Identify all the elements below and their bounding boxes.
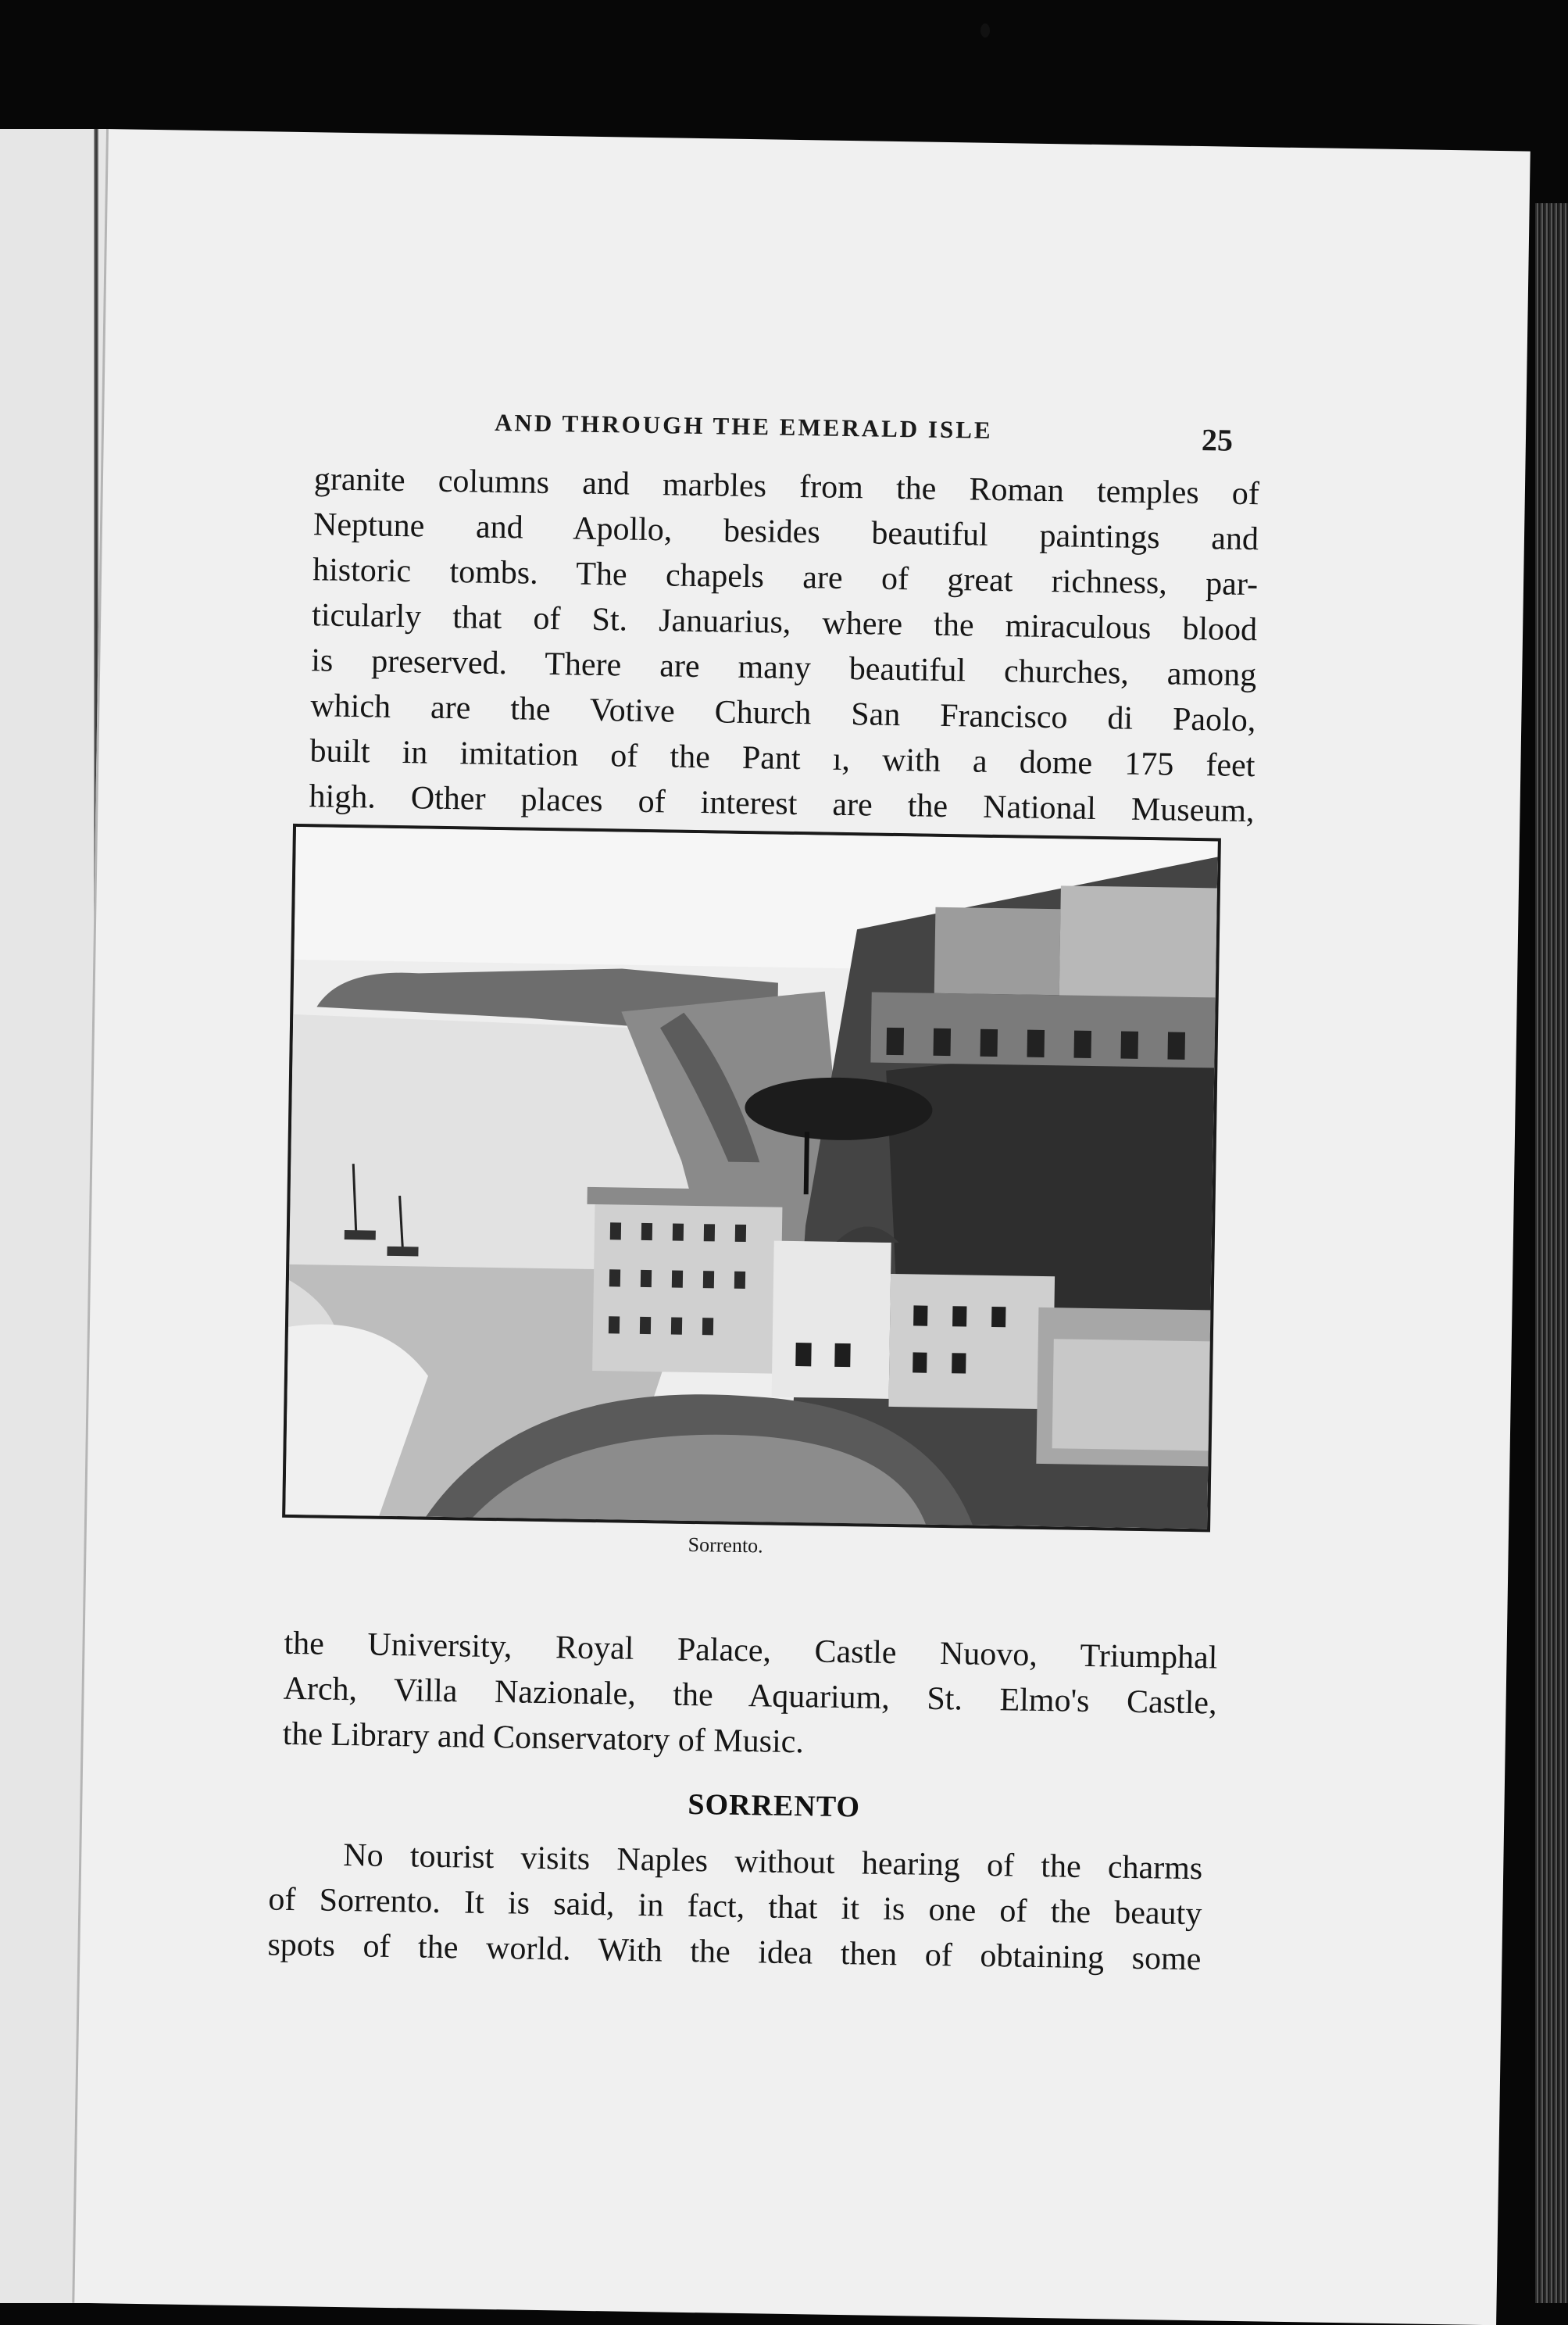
- running-head: AND THROUGH THE EMERALD ISLE: [494, 408, 993, 444]
- text-line: granite columns and marbles from the Roman temples of: [313, 461, 1260, 513]
- dust-speck: [980, 23, 990, 38]
- text-line: the Library and Conservatory of Music.: [282, 1715, 805, 1761]
- book-page: [72, 129, 1530, 2325]
- sorrento-photograph: [282, 824, 1221, 1533]
- text-line: high. Other places of interest are the National Museum,: [309, 778, 1255, 830]
- paragraph-3: [267, 1832, 1203, 1983]
- text-line: Neptune and Apollo, besides beautiful paintings and: [313, 506, 1259, 558]
- text-line: is preserved. There are many beautiful churches, among: [310, 642, 1257, 694]
- text-line: ticularly that of St. Januarius, where the miraculous blood: [311, 597, 1258, 649]
- text-line: historic tombs. The chapels are of great richness, par-: [312, 552, 1259, 603]
- paragraph-1: [309, 456, 1259, 834]
- book-cover-edge: [1535, 203, 1568, 2303]
- section-heading: SORRENTO: [688, 1787, 861, 1824]
- text-line: spots of the world. With the idea then of obtaining some: [267, 1926, 1202, 1978]
- text-line: built in imitation of the Pant ı, with a dome 175 feet: [309, 733, 1255, 785]
- page-number: 25: [1201, 422, 1234, 458]
- text-line: Arch, Villa Nazionale, the Aquarium, St. Elmo's Castle,: [283, 1670, 1217, 1722]
- photo-caption: Sorrento.: [688, 1533, 763, 1558]
- text-line: which are the Votive Church San Francisco di Paolo,: [310, 688, 1256, 739]
- sorrento-photo-image: [285, 827, 1218, 1529]
- paragraph-2: [282, 1621, 1218, 1772]
- text-line: of Sorrento. It is said, in fact, that it is one of the beauty: [268, 1881, 1202, 1933]
- text-line: the University, Royal Palace, Castle Nuovo, Triumphal: [284, 1625, 1218, 1676]
- text-line: No tourist visits Naples without hearing of the charms: [342, 1837, 1203, 1887]
